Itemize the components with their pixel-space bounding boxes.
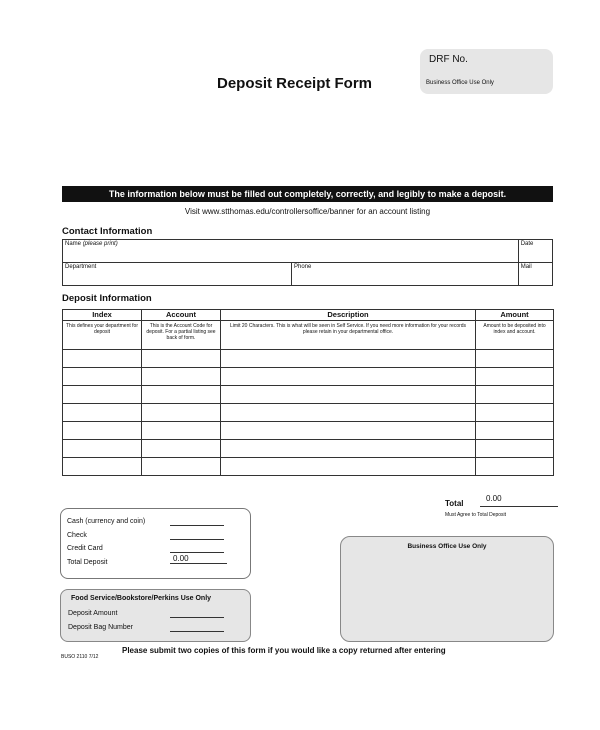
total-deposit-label: Total Deposit bbox=[67, 559, 108, 566]
food-service-title: Food Service/Bookstore/Perkins Use Only bbox=[71, 595, 212, 602]
description-cell[interactable] bbox=[221, 440, 476, 458]
drf-number-box[interactable] bbox=[420, 49, 553, 94]
table-row bbox=[63, 350, 554, 368]
department-label: Department bbox=[65, 264, 97, 270]
description-cell[interactable] bbox=[221, 350, 476, 368]
index-cell[interactable] bbox=[63, 368, 142, 386]
form-title: Deposit Receipt Form bbox=[217, 75, 373, 92]
check-label: Check bbox=[67, 532, 87, 539]
mail-label: Mail bbox=[520, 264, 532, 270]
cash-label: Cash (currency and coin) bbox=[67, 518, 146, 525]
food-service-box bbox=[60, 589, 251, 642]
amount-cell[interactable] bbox=[476, 386, 554, 404]
account-hint: This is the Account Code for deposit. For a partial listing see back of form. bbox=[142, 321, 221, 350]
department-field[interactable] bbox=[63, 263, 292, 286]
account-cell[interactable] bbox=[142, 458, 221, 476]
table-row bbox=[63, 368, 554, 386]
amount-header: Amount bbox=[476, 310, 554, 321]
total-label: Total bbox=[445, 499, 464, 508]
contact-section-title: Contact Information bbox=[62, 226, 153, 237]
date-field[interactable] bbox=[518, 240, 552, 263]
amount-cell[interactable] bbox=[476, 350, 554, 368]
form-code: BUSO 2110 7/12 bbox=[61, 654, 99, 660]
description-cell[interactable] bbox=[221, 386, 476, 404]
business-office-box bbox=[340, 536, 554, 642]
index-header: Index bbox=[63, 310, 142, 321]
deposit-amount-field[interactable] bbox=[170, 608, 224, 618]
must-agree-note: Must Agree to Total Deposit bbox=[445, 512, 507, 518]
name-label: Name bbox=[65, 241, 82, 247]
account-cell[interactable] bbox=[142, 422, 221, 440]
total-amount-field[interactable]: 0.00 bbox=[480, 494, 558, 507]
name-field[interactable] bbox=[63, 240, 519, 263]
submit-note: Please submit two copies of this form if you would like a copy returned after entering bbox=[122, 646, 446, 655]
amount-hint: Amount to be deposited into index and account. bbox=[476, 321, 554, 350]
description-hint: Limit 20 Characters. This is what will be seen in Self Service. If you need more information for your records please retain in your departmental office. bbox=[221, 321, 476, 350]
account-listing-note: Visit www.stthomas.edu/controllersoffice/banner for an account listing bbox=[184, 207, 431, 216]
deposit-bag-label: Deposit Bag Number bbox=[68, 624, 133, 631]
table-row bbox=[63, 440, 554, 458]
account-cell[interactable] bbox=[142, 440, 221, 458]
drf-note: Business Office Use Only bbox=[426, 80, 494, 86]
index-cell[interactable] bbox=[63, 440, 142, 458]
cash-field[interactable] bbox=[170, 516, 224, 526]
description-header: Description bbox=[221, 310, 476, 321]
instructions-banner: The information below must be filled out completely, correctly, and legibly to make a deposit. bbox=[62, 186, 553, 202]
deposit-section-title: Deposit Information bbox=[62, 293, 152, 304]
deposit-bag-field[interactable] bbox=[170, 622, 224, 632]
index-cell[interactable] bbox=[63, 458, 142, 476]
total-deposit-field[interactable]: 0.00 bbox=[170, 554, 227, 564]
index-cell[interactable] bbox=[63, 404, 142, 422]
deposit-amount-label: Deposit Amount bbox=[68, 610, 118, 617]
index-hint: This defines your department for deposit bbox=[63, 321, 142, 350]
index-cell[interactable] bbox=[63, 422, 142, 440]
index-cell[interactable] bbox=[63, 386, 142, 404]
account-cell[interactable] bbox=[142, 404, 221, 422]
name-hint: (please print) bbox=[82, 241, 118, 247]
credit-card-field[interactable] bbox=[170, 543, 224, 553]
drf-label: DRF No. bbox=[429, 54, 468, 65]
date-label: Date bbox=[520, 241, 534, 247]
amount-cell[interactable] bbox=[476, 440, 554, 458]
table-row bbox=[63, 458, 554, 476]
business-office-label: Business Office Use Only bbox=[407, 543, 487, 550]
payment-breakdown-box bbox=[60, 508, 251, 579]
description-cell[interactable] bbox=[221, 458, 476, 476]
phone-label: Phone bbox=[294, 264, 312, 270]
description-cell[interactable] bbox=[221, 404, 476, 422]
account-header: Account bbox=[142, 310, 221, 321]
account-cell[interactable] bbox=[142, 386, 221, 404]
index-cell[interactable] bbox=[63, 350, 142, 368]
amount-cell[interactable] bbox=[476, 404, 554, 422]
table-row bbox=[63, 404, 554, 422]
check-field[interactable] bbox=[170, 530, 224, 540]
account-cell[interactable] bbox=[142, 368, 221, 386]
description-cell[interactable] bbox=[221, 422, 476, 440]
credit-card-label: Credit Card bbox=[67, 545, 103, 552]
table-row bbox=[63, 422, 554, 440]
deposit-table bbox=[62, 309, 554, 476]
phone-field[interactable] bbox=[292, 263, 519, 286]
amount-cell[interactable] bbox=[476, 368, 554, 386]
description-cell[interactable] bbox=[221, 368, 476, 386]
amount-cell[interactable] bbox=[476, 422, 554, 440]
amount-cell[interactable] bbox=[476, 458, 554, 476]
account-cell[interactable] bbox=[142, 350, 221, 368]
mail-field[interactable] bbox=[518, 263, 552, 286]
table-row bbox=[63, 386, 554, 404]
contact-table bbox=[62, 239, 553, 286]
